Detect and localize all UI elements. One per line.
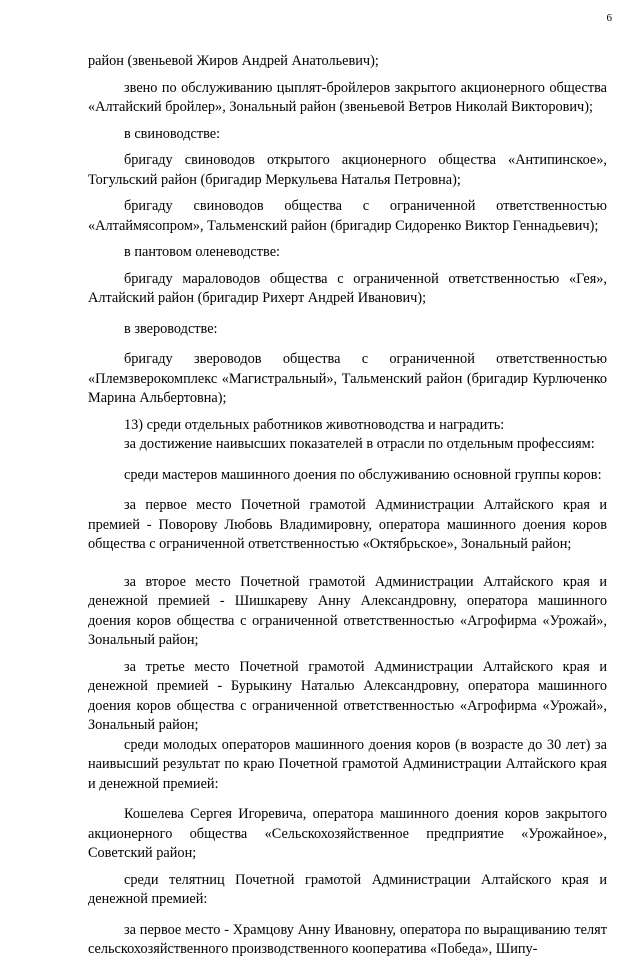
paragraph: бригаду мараловодов общества с ограниченной ответственностью «Гея», Алтайский район (бригадир Рихерт Андрей Иванович);	[88, 270, 607, 306]
paragraph: за первое место - Храмцову Анну Ивановну, оператора по выращиванию телят сельскохозяйственного производственного кооператива «Победа», Шипу-	[88, 921, 607, 957]
paragraph: бригаду звероводов общества с ограниченной ответственностью «Племзверокомплекс «Магистральный», Тальменский район (бригадир Курлюченко Марина Альбертовна);	[88, 351, 607, 406]
paragraph: за достижение наивысших показателей в отрасли по отдельным профессиям:	[124, 436, 595, 452]
paragraph: в звероводстве:	[124, 320, 218, 337]
paragraph: бригаду свиноводов общества с ограниченной ответственностью «Алтаймясопром», Тальменский район (бригадир Сидоренко Виктор Геннадьевич);	[88, 198, 607, 234]
paragraph: среди молодых операторов машинного доения коров (в возрасте до 30 лет) за наивысший результат по краю Почетной грамотой Администрации Алтайского края и денежной премией:	[88, 736, 607, 792]
page-number: 6	[606, 12, 612, 24]
paragraph: 13) среди отдельных работников животноводства и наградить:	[124, 416, 505, 433]
paragraph: среди мастеров машинного доения по обслуживанию основной группы коров:	[124, 466, 602, 483]
paragraph: в пантовом оленеводстве:	[124, 244, 281, 260]
paragraph: в свиноводстве:	[124, 125, 221, 142]
paragraph: за первое место Почетной грамотой Администрации Алтайского края и премией - Поворову Любовь Владимировну, оператора машинного доения коров общества с ограниченной ответственностью «Октябрьское», Зональный район;	[88, 497, 607, 552]
paragraph: среди телятниц Почетной грамотой Администрации Алтайского края и денежной премией:	[88, 871, 607, 907]
document-body	[88, 52, 607, 960]
paragraph: за третье место Почетной грамотой Администрации Алтайского края и денежной премией - Бурыкину Наталью Александровну, оператора машинного доения коров общества с ограниченной ответственностью «Агрофирма «Урожай», Зональный район;	[88, 658, 607, 733]
paragraph: звено по обслуживанию цыплят-бройлеров закрытого акционерного общества «Алтайский бройлер», Зональный район (звеньевой Ветров Николай Викторович);	[88, 79, 607, 115]
paragraph: за второе место Почетной грамотой Администрации Алтайского края и денежной премией - Шишкареву Анну Александровну, оператора машинного доения коров общества с ограниченной ответственностью «Агрофирма «Урожай», Зональный район;	[88, 573, 607, 648]
paragraph: Кошелева Сергея Игоревича, оператора машинного доения коров закрытого акционерного общества «Сельскохозяйственное предприятие «Урожайное», Советский район;	[88, 806, 607, 861]
paragraph: бригаду свиноводов открытого акционерного общества «Антипинское», Тогульский район (бригадир Меркульева Наталья Петровна);	[88, 152, 607, 188]
paragraph: район (звеньевой Жиров Андрей Анатольевич);	[88, 53, 379, 69]
